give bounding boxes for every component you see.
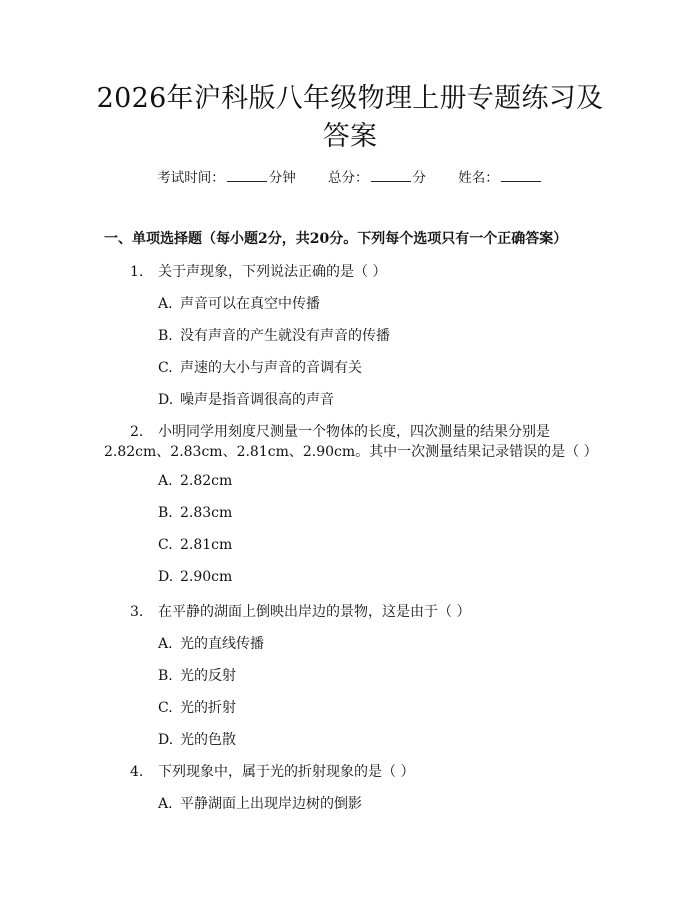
option-1a	[158, 293, 320, 313]
time-blank	[227, 169, 267, 182]
option-3d	[158, 729, 236, 749]
option-text: 光的色散	[180, 732, 236, 748]
option-text: 光的直线传播	[180, 636, 264, 652]
total-score	[328, 166, 426, 186]
option-letter: A.	[158, 473, 173, 489]
student-name	[458, 166, 543, 186]
option-2b	[158, 505, 232, 521]
option-letter: C.	[158, 360, 173, 376]
time-label: 考试时间：	[157, 170, 225, 186]
option-letter: C.	[158, 700, 173, 716]
option-text: 2.81cm	[180, 537, 233, 553]
score-unit: 分	[412, 170, 426, 186]
exam-meta	[0, 166, 700, 186]
question-text: 在平静的湖面上倒映出岸边的景物，这是由于（ ）	[158, 604, 471, 620]
question-2	[130, 421, 550, 441]
score-blank	[371, 169, 411, 182]
option-letter: D.	[158, 569, 174, 585]
option-1d	[158, 389, 334, 409]
option-letter: B.	[158, 505, 173, 521]
question-2-continued: 2.82cm、2.83cm、2.81cm、2.90cm。其中一次测量结果记录错误的是（ ）	[104, 444, 598, 460]
option-letter: B.	[158, 328, 173, 344]
option-letter: C.	[158, 537, 173, 553]
option-text: 光的反射	[180, 668, 236, 684]
option-text: 声音可以在真空中传播	[180, 296, 320, 312]
option-letter: B.	[158, 668, 173, 684]
time-unit: 分钟	[268, 170, 296, 186]
question-text: 下列现象中，属于光的折射现象的是（ ）	[158, 764, 415, 780]
name-blank	[501, 169, 541, 182]
option-text: 光的折射	[180, 700, 236, 716]
option-1b	[158, 325, 390, 345]
name-label: 姓名：	[458, 170, 499, 186]
option-text: 平静湖面上出现岸边树的倒影	[180, 796, 362, 812]
option-text: 没有声音的产生就没有声音的传播	[180, 328, 390, 344]
question-3	[130, 601, 470, 621]
option-text: 噪声是指音调很高的声音	[180, 392, 334, 408]
option-3b	[158, 665, 236, 685]
option-text: 2.82cm	[180, 473, 233, 489]
question-number: 2.	[130, 424, 144, 440]
question-number: 4.	[130, 764, 144, 780]
question-number: 3.	[130, 604, 144, 620]
option-3a	[158, 633, 264, 653]
option-2d	[158, 569, 232, 585]
page-title: 2026年沪科版八年级物理上册专题练习及答案	[96, 83, 604, 152]
score-label: 总分：	[328, 170, 369, 186]
question-text: 关于声现象，下列说法正确的是（ ）	[158, 264, 387, 280]
option-4a	[158, 793, 362, 813]
question-4	[130, 761, 414, 781]
option-text: 2.83cm	[180, 505, 233, 521]
option-letter: A.	[158, 796, 173, 812]
option-text: 2.90cm	[180, 569, 233, 585]
question-number: 1.	[130, 264, 144, 280]
option-letter: D.	[158, 392, 174, 408]
section-heading: 一、单项选择题（每小题2分，共20分。下列每个选项只有一个正确答案）	[104, 231, 568, 247]
option-letter: A.	[158, 636, 173, 652]
option-letter: D.	[158, 732, 174, 748]
option-letter: A.	[158, 296, 173, 312]
option-1c	[158, 357, 362, 377]
question-text: 小明同学用刻度尺测量一个物体的长度，四次测量的结果分别是	[158, 424, 550, 440]
option-2c	[158, 537, 232, 553]
option-3c	[158, 697, 236, 717]
exam-time	[157, 166, 296, 186]
question-1	[130, 261, 386, 281]
option-text: 声速的大小与声音的音调有关	[180, 360, 362, 376]
option-2a	[158, 473, 232, 489]
